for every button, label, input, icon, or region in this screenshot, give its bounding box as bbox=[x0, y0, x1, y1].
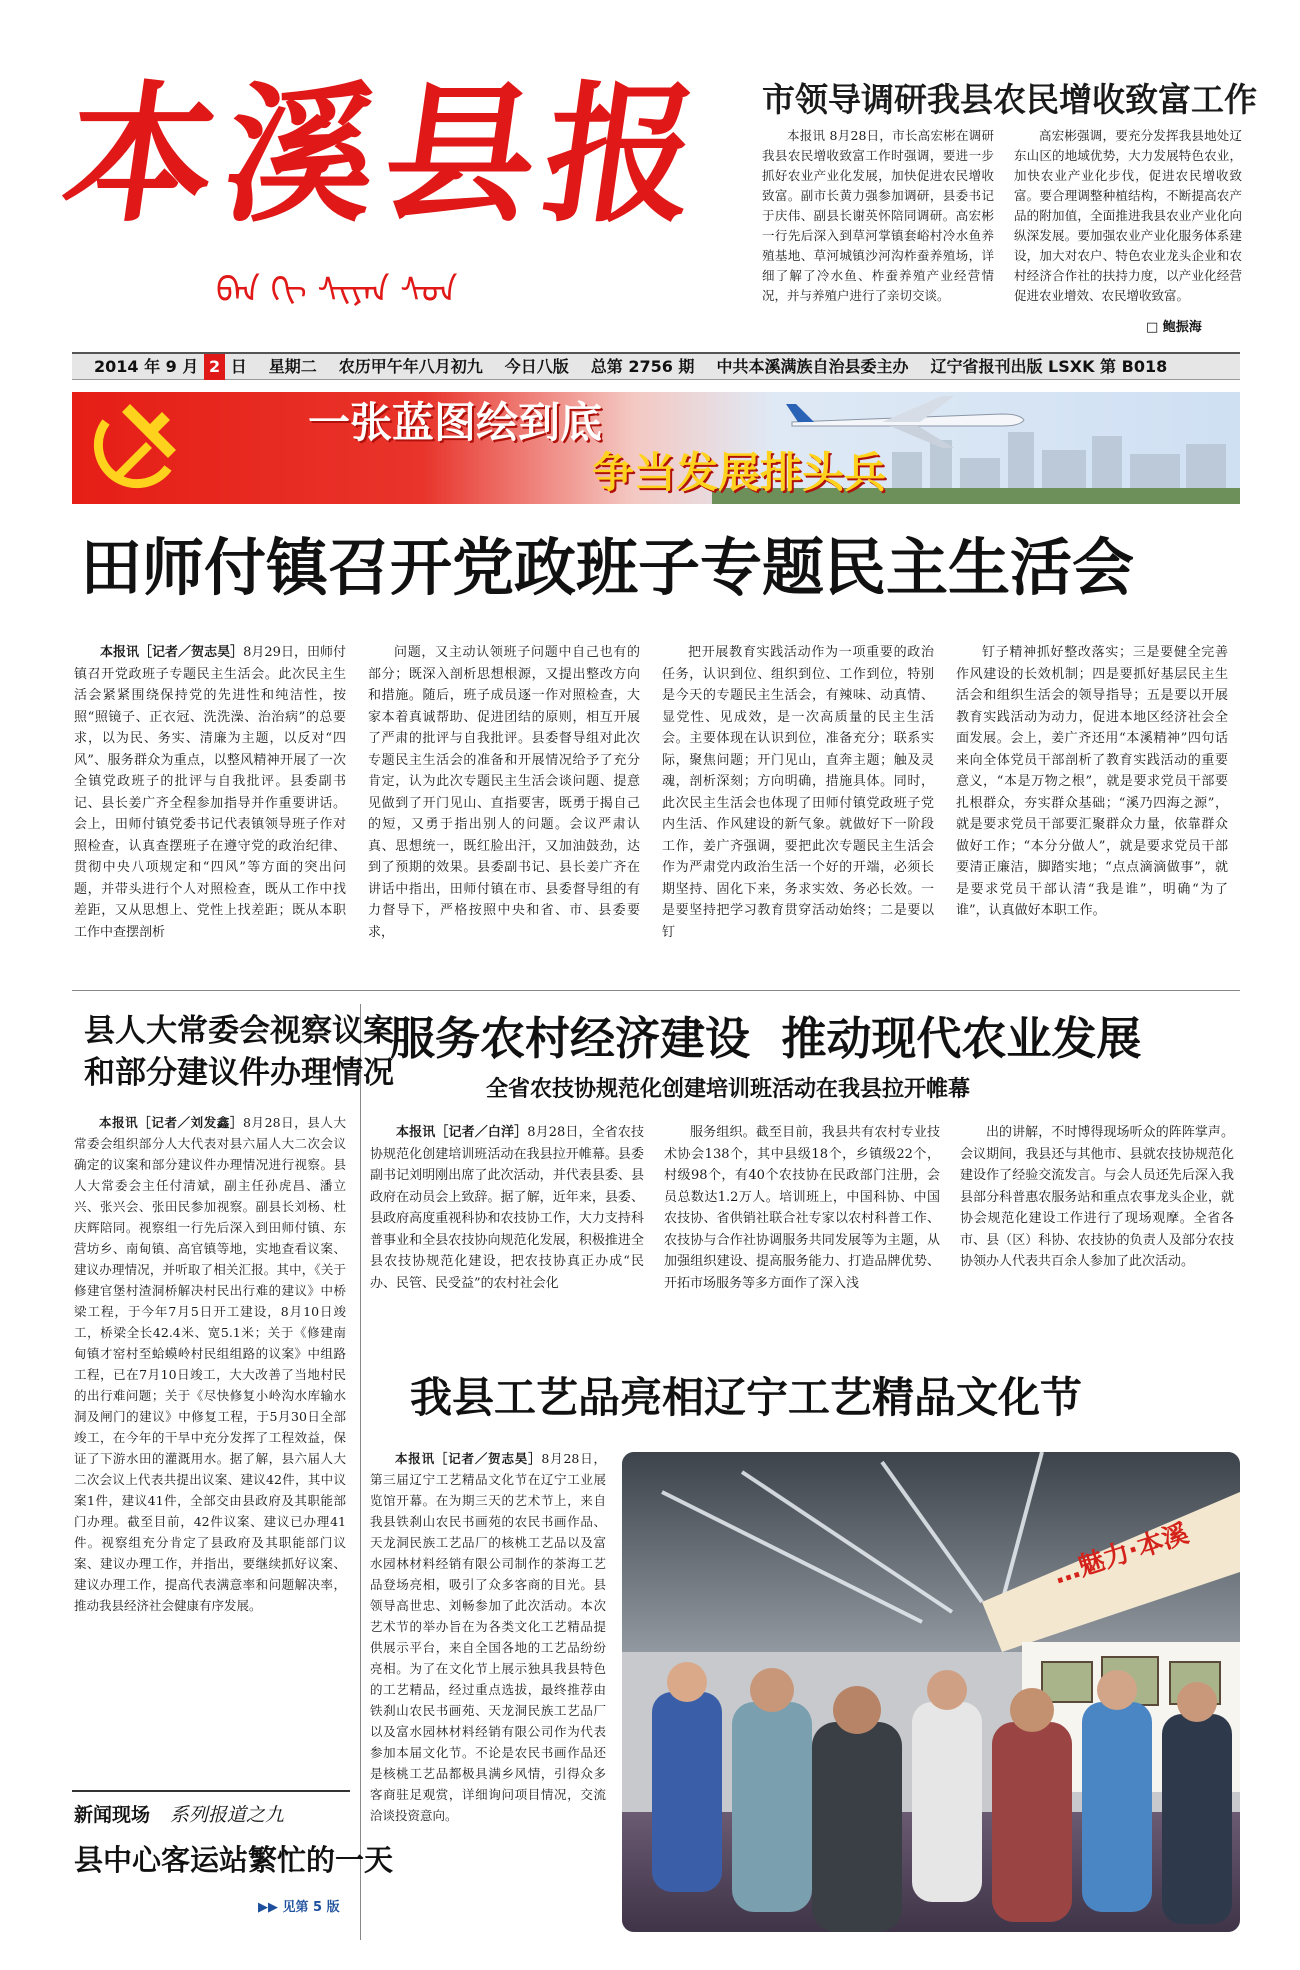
main-story-headline: 田师付镇召开党政班子专题民主生活会 bbox=[80, 531, 1135, 604]
top-story-byline: □ 鲍振海 bbox=[1146, 320, 1202, 335]
airplane-icon bbox=[786, 396, 1024, 448]
masthead bbox=[53, 60, 719, 311]
exhibition-sign-text: …魅力·本溪 bbox=[1049, 1518, 1193, 1591]
issue-lunar-date: 农历甲午年八月初九 bbox=[338, 357, 483, 376]
issue-license: 辽宁省报刊出版 LSXK 第 B018 bbox=[930, 357, 1168, 376]
banner-slogan-line-1: 一张蓝图绘到底 bbox=[308, 398, 603, 447]
left-story-headline-line-1: 县人大常委会视察议案 bbox=[84, 1013, 394, 1049]
news-scene-top-rule bbox=[72, 1790, 350, 1792]
main-story-column-2: 问题，又主动认领班子问题中自己也有的部分；既深入剖析思想根源，又提出整改方向和措施。随后，班子成员逐一作对照检查，大家本着真诚帮助、促进团结的原则，相互开展了严肃的批评与自我批评。县委督导组对此次专题民主生活会的准备和开展情况给予了充分肯定，认为此次专题民主生活会谈问题、提意见做到了开门见山、直指要害，既勇于揭自己的短，又勇于指出别人的问题。会议严肃认真、思想统一，既红脸出汗，又加油鼓劲，达到了预期的效果。县委副书记、县长姜广齐在讲话中指出，田师付镇在市、县委督导组的有力督导下，严格按照中央和省、市、县委要求， bbox=[368, 645, 640, 940]
news-scene-page-link[interactable]: ▶▶ 见第 5 版 bbox=[258, 1900, 340, 1915]
issue-publisher: 中共本溪满族自治县委主办 bbox=[716, 357, 909, 376]
issue-info-bar bbox=[72, 352, 1240, 380]
agri-story-column-1: 本报讯［记者／白洋］8月28日，全省农技协规范化创建培训班活动在我县拉开帷幕。县委副书记刘明刚出席了此次活动，并代表县委、县政府在动员会上致辞。据了解，近年来，县委、县政府高度重视科协和农技协工作，大力支持科普事业和全县农技协向规范化发展，积极推进全县农技协规范化建设，把农技协真正办成“民办、民管、民受益”的农村社会化 bbox=[370, 1125, 644, 1291]
agri-story-lead: 本报讯［记者／白洋］ bbox=[396, 1125, 528, 1140]
news-scene-kicker: 新闻现场 系列报道之九 bbox=[74, 1804, 284, 1826]
issue-weekday: 星期二 bbox=[268, 357, 317, 376]
left-story-lead: 本报讯［记者／刘发鑫］ bbox=[99, 1115, 243, 1130]
masthead-mongolian-script: ᠪᠡᠨ ᠬᠢ ᠰᠢᠶᠠᠨ ᠰᠣᠨ bbox=[216, 271, 458, 311]
agri-story-headline: 服务农村经济建设 推动现代农业发展 bbox=[390, 1012, 1142, 1065]
agri-story-column-2: 服务组织。截至目前，我县共有农村专业技术协会138个，其中县级18个，乡镇级22个，村级98个，有40个农技协在民政部门注册，会员总数达1.2万人。培训班上，中国科协、中国农技协、省供销社联合社专家以农村科普工作、农技协与合作社协调服务共同发展等为主题，从加强组织建设、提高服务能力、打造品牌优势、开拓市场服务等多方面作了深入浅 bbox=[664, 1125, 940, 1291]
craft-story-headline: 我县工艺品亮相辽宁工艺精品文化节 bbox=[410, 1373, 1083, 1422]
column-divider bbox=[360, 1004, 361, 1940]
double-arrow-icon: ▶▶ bbox=[258, 1900, 278, 1915]
news-scene-series: 系列报道之九 bbox=[169, 1804, 284, 1826]
agri-story-subhead: 全省农技协规范化创建培训班活动在我县拉开帷幕 bbox=[486, 1077, 971, 1102]
main-story-column-4: 钉子精神抓好整改落实；三是要健全完善作风建设的长效机制；四是要抓好基层民主生活会和组织生活会的领导指导；五是要以开展教育实践活动为动力，促进本地区经济社会全面发展。会上，姜广齐还用“本溪精神”四句话来向全体党员干部剖析了教育实践活动的重要意义，“本是万物之根”，就是要求党员干部要扎根群众，夯实群众基础；“溪乃四海之源”，就是要求党员干部要汇聚群众力量，依靠群众做好工作；“本分分做人”，就是要求党员干部要清正廉洁，脚踏实地；“点点滴滴做事”，就是要求党员干部认清“我是谁”，明确“为了谁”，认真做好本职工作。 bbox=[956, 645, 1228, 918]
top-story-headline: 市领导调研我县农民增收致富工作 bbox=[762, 80, 1257, 119]
left-story-headline-line-2: 和部分建议件办理情况 bbox=[84, 1055, 394, 1091]
top-story-column-1: 本报讯 8月28日，市长高宏彬在调研我县农民增收致富工作时强调，要进一步抓好农业产业化发展，加快促进农民增收致富。副市长黄力强参加调研，县委书记于庆伟、副县长谢英怀陪同调研。高宏彬一行先后深入到草河掌镇套峪村冷水鱼养殖基地、草河城镇沙河沟柞蚕养殖场，详细了解了冷水鱼、柞蚕养殖产业经营情况，并与养殖户进行了亲切交谈。 bbox=[762, 128, 994, 303]
issue-number: 总第 2756 期 bbox=[590, 357, 695, 376]
main-story-column-3: 把开展教育实践活动作为一项重要的政治任务，认识到位、组织到位、工作到位，特别是今天的专题民主生活会，有辣味、动真情、显党性、见成效，是一次高质量的民主生活会。主要体现在认识到位，准备充分；联系实际，聚焦问题；开门见山，直奔主题；触及灵魂，剖析深刻；方向明确，措施具体。同时，此次民主生活会也体现了田师付镇党政班子党内生活、作风建设的新气象。就做好下一阶段工作，姜广齐强调，要把此次专题民主生活会作为严肃党内政治生活一个好的开端，必须长期坚持、固化下来，务求实效、务必长效。一是要坚持把学习教育贯穿活动始终；二是要以钉 bbox=[662, 645, 934, 940]
issue-date: 2014 年 9 月 2 日 bbox=[94, 354, 247, 379]
slogan-banner bbox=[72, 392, 1240, 504]
main-story-lead: 本报讯［记者／贺志昊］ bbox=[100, 645, 244, 660]
left-story-body: 本报讯［记者／刘发鑫］8月28日，县人大常委会组织部分人大代表对县六届人大二次会议确定的议案和部分建议件办理情况进行视察。县人大常委会主任付清斌，副主任孙虎昌、潘立兴、张兴会、张田民参加视察。副县长刘杨、杜庆辉陪同。视察组一行先后深入到田师付镇、东营坊乡、南甸镇、高官镇等地，实地查看议案、建议办理情况，并听取了相关汇报。其中，《关于修建官堡村渣洞桥解决村民出行难的建议》中桥梁工程，于今年7月5日开工建设，8月10日竣工，桥梁全长42.4米、宽5.1米；关于《修建南甸镇才窑村至蛤蟆岭村民组组路的议案》中组路工程，已在7月10日竣工，大大改善了当地村民的出行难问题；关于《尽快修复小岭沟水库输水洞及闸门的建议》中修复工程，于5月30日全部竣工，在今年的干旱中充分发挥了工程效益，保证了下游水田的灌溉用水。据了解，县六届人大二次会议上代表共提出议案、建议42件，其中议案1件，建议41件，全部交由县政府及其职能部门办理。截至目前，42件议案、建议已办理41件。视察组充分肯定了县政府及其职能部门议案、建议办理工作，并指出，要继续抓好议案、建议办理工作，提高代表满意率和问题解决率，推动我县经济社会健康有序发展。 bbox=[74, 1115, 346, 1613]
banner-slogan-line-2: 争当发展排头兵 bbox=[592, 448, 887, 497]
craft-story-lead: 本报讯［记者／贺志昊］ bbox=[395, 1451, 542, 1466]
section-divider bbox=[72, 990, 1240, 991]
main-story-column-1: 本报讯［记者／贺志昊］8月29日，田师付镇召开党政班子专题民主生活会。此次民主生活会紧紧围绕保持党的先进性和纯洁性，按照“照镜子、正衣冠、洗洗澡、治治病”的总要求，以为民、务实、清廉为主题，以反对“四风”、服务群众为重点，以整风精神开展了一次全镇党政班子的批评与自我批评。县委副书记、县长姜广齐全程参加指导并作重要讲话。会上，田师付镇党委书记代表镇领导班子作对照检查，认真查摆班子在遵守党的政治纪律、贯彻中央八项规定和“四风”等方面的突出问题，并带头进行个人对照检查，既从工作中找差距，又从思想上、党性上找差距；既从本职工作中查摆剖析 bbox=[74, 645, 346, 940]
party-emblem-icon bbox=[72, 392, 222, 504]
issue-day-badge: 2 bbox=[204, 354, 225, 380]
masthead-title: 本溪县报 bbox=[53, 67, 719, 243]
exhibition-photo bbox=[622, 1452, 1240, 1932]
issue-page-count: 今日八版 bbox=[504, 357, 569, 376]
exhibition-scene-illustration bbox=[622, 1452, 1240, 1932]
craft-story-body: 本报讯［记者／贺志昊］8月28日，第三届辽宁工艺精品文化节在辽宁工业展览馆开幕。在为期三天的艺术节上，来自我县铁刹山农民书画苑的农民书画作品、天龙洞民族工艺品厂的核桃工艺品以及富水园林材料经销有限公司制作的茶海工艺品登场亮相，吸引了众多客商的目光。县领导高世忠、刘畅参加了此次活动。本次艺术节的举办旨在为各类文化工艺精品提供展示平台，来自全国各地的工艺品纷纷亮相。为了在文化节上展示独具我县特色的工艺精品，经过重点选拔，最终推荐由铁刹山农民书画苑、天龙洞民族工艺品厂以及富水园林材料经销有限公司作为代表参加本届文化节。不论是农民书画作品还是核桃工艺品都极具满乡风情，引得众多客商驻足观赏，详细询问项目情况，交流洽谈投资意向。 bbox=[370, 1451, 606, 1823]
top-story-column-2: 高宏彬强调，要充分发挥我县地处辽东山区的地域优势，大力发展特色农业，加快农业产业化步伐，促进农民增收致富。要合理调整种植结构，不断提高农产品的附加值，全面推进我县农业产业化向纵深发展。要加强农业产业化服务体系建设，加大对农户、特色农业龙头企业和农村经济合作社的扶持力度，以产业化经营促进农业增效、农民增收致富。 bbox=[1014, 128, 1242, 303]
news-scene-headline: 县中心客运站繁忙的一天 bbox=[74, 1843, 394, 1877]
agri-story-column-3: 出的讲解，不时博得现场听众的阵阵掌声。会议期间，我县还与其他市、县就农技协规范化建设作了经验交流发言。与会人员还先后深入我县部分科普惠农服务站和重点农事龙头企业，就协会规范化建设工作进行了现场观摩。全省各市、县（区）科协、农技协的负责人及部分农技协领办人代表共百余人参加了此次活动。 bbox=[960, 1125, 1234, 1269]
